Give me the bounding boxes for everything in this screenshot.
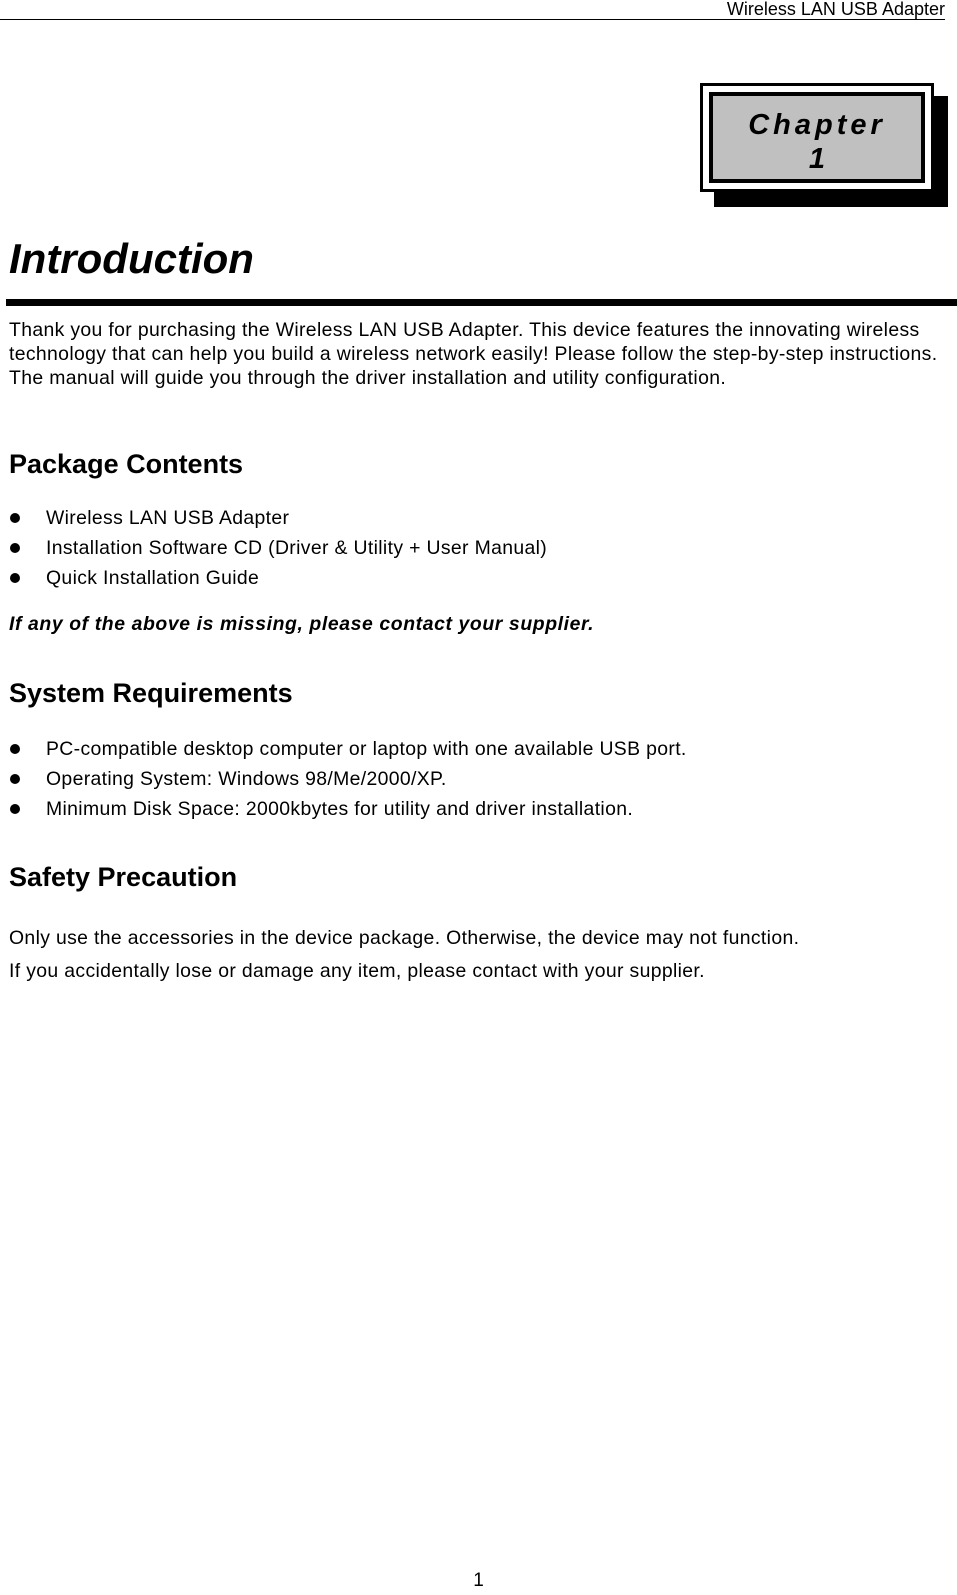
- header-rule: [0, 19, 945, 20]
- chapter-number: 1: [808, 143, 826, 175]
- list-item-text: Installation Software CD (Driver & Utility + User Manual): [46, 537, 548, 559]
- missing-items-note: If any of the above is missing, please contact your supplier.: [9, 613, 595, 635]
- chapter-badge-inner: [709, 92, 925, 183]
- safety-line: Only use the accessories in the device package. Otherwise, the device may not function.: [9, 927, 800, 949]
- safety-line: If you accidentally lose or damage any item, please contact with your supplier.: [9, 960, 705, 982]
- system-requirements-heading: System Requirements: [9, 678, 293, 708]
- list-item-text: Wireless LAN USB Adapter: [46, 507, 290, 529]
- list-item-text: Quick Installation Guide: [46, 567, 260, 589]
- bullet-dot: [10, 513, 20, 523]
- page-number: 1: [473, 1570, 484, 1591]
- chapter-badge: [700, 83, 934, 192]
- safety-precaution-heading: Safety Precaution: [9, 862, 238, 892]
- list-item-text: Operating System: Windows 98/Me/2000/XP.: [46, 768, 447, 790]
- running-header-title: Wireless LAN USB Adapter: [726, 0, 945, 19]
- bullet-dot: [10, 543, 20, 553]
- intro-paragraph: Thank you for purchasing the Wireless LAN USB Adapter. This device features the innovating wireless technology that can help you build a wireless network easily! Please follow the step-by-step instructions. The manual will guide you through the driver installation and utility configuration.: [9, 319, 938, 389]
- bullet-dot: [10, 804, 20, 814]
- list-item-text: Minimum Disk Space: 2000kbytes for utility and driver installation.: [46, 798, 634, 820]
- page-title: Introduction: [9, 235, 254, 282]
- bullet-dot: [10, 744, 20, 754]
- list-item-text: PC-compatible desktop computer or laptop with one available USB port.: [46, 738, 687, 760]
- package-contents-heading: Package Contents: [9, 449, 244, 479]
- title-rule: [6, 299, 957, 306]
- chapter-word: Chapter: [748, 109, 886, 141]
- bullet-dot: [10, 573, 20, 583]
- bullet-dot: [10, 774, 20, 784]
